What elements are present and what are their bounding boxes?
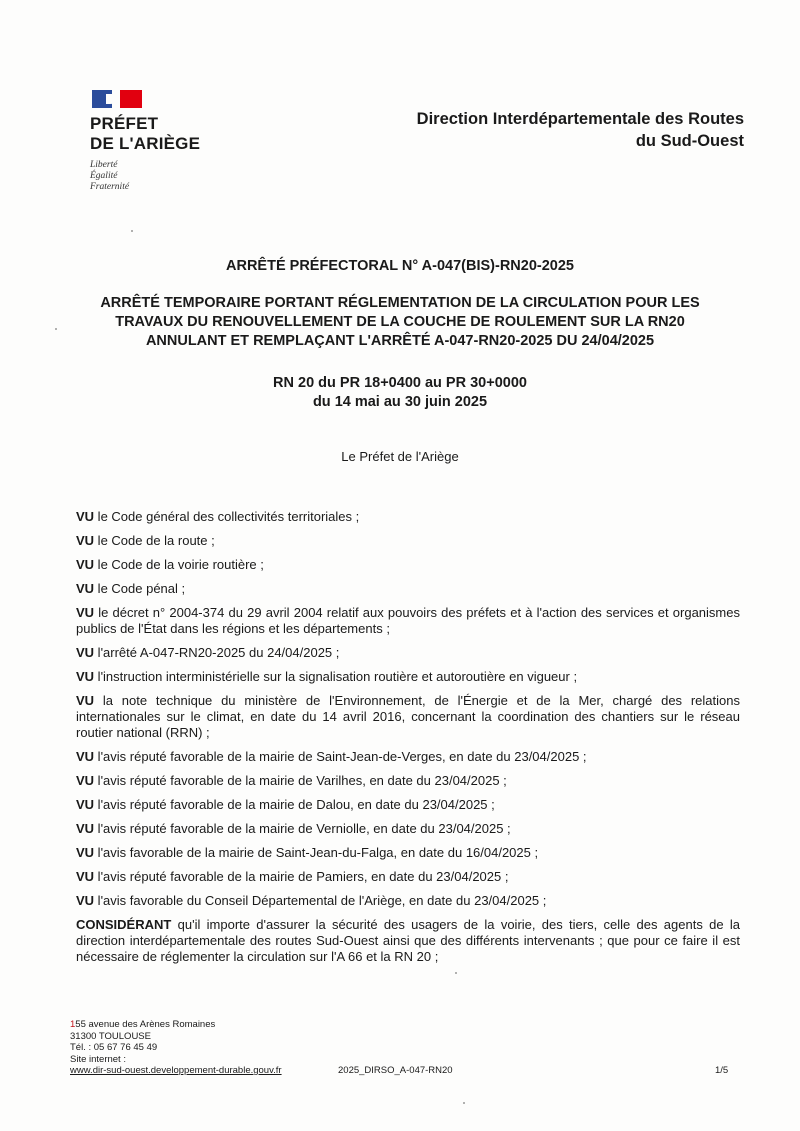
visa-paragraph: [76, 797, 740, 813]
visa-paragraph: [76, 509, 740, 525]
visa-keyword: VU: [76, 645, 95, 660]
direction-name: [324, 108, 744, 152]
address-line: [70, 1019, 282, 1031]
prefet-line1: PRÉFET: [90, 114, 159, 133]
visa-keyword: VU: [76, 693, 95, 708]
footer-address: [70, 1019, 282, 1077]
subject-line1: ARRÊTÉ TEMPORAIRE PORTANT RÉGLEMENTATION DE LA CIRCULATION POUR LES: [100, 295, 700, 311]
visa-text: l'avis réputé favorable de la mairie de Verniolle, en date du 23/04/2025 ;: [94, 821, 511, 836]
visa-text: la note technique du ministère de l'Environnement, de l'Énergie et de la Mer, chargé des relations internationales sur le climat, en date du 14 avril 2016, concernant la coordination des chantiers sur le réseau routier national (RRN) ;: [76, 693, 740, 740]
address-phone: Tél. : 05 67 76 45 49: [70, 1042, 158, 1053]
site-link[interactable]: www.dir-sud-ouest.developpement-durable.gouv.fr: [70, 1065, 282, 1076]
visa-text: le décret n° 2004-374 du 29 avril 2004 relatif aux pouvoirs des préfets et à l'action des services et organismes publics de l'État dans les régions et les départements ;: [76, 605, 740, 636]
visa-text: qu'il importe d'assurer la sécurité des usagers de la voirie, des tiers, celle des agents de la direction interdépartementale des routes Sud-Ouest ainsi que des différents intervenants ; que pour ce faire il est nécessaire de réglementer la circulation sur l'A 66 et la RN 20 ;: [76, 917, 740, 964]
visa-paragraph: [76, 557, 740, 573]
visa-keyword: VU: [76, 509, 95, 524]
visa-keyword: VU: [76, 669, 95, 684]
scan-speck: [463, 1102, 465, 1104]
visa-keyword: VU: [76, 581, 95, 596]
arrete-number: ARRÊTÉ PRÉFECTORAL N° A-047(BIS)-RN20-2025: [226, 258, 574, 274]
visa-text: le Code pénal ;: [94, 581, 186, 596]
visa-keyword: VU: [76, 749, 95, 764]
document-reference: 2025_DIRSO_A-047-RN20: [338, 1065, 453, 1076]
visa-keyword: VU: [76, 773, 95, 788]
visa-paragraph: [76, 821, 740, 837]
visa-keyword: VU: [76, 869, 95, 884]
visas-list: [76, 509, 740, 973]
visa-paragraph: [76, 533, 740, 549]
visa-keyword: CONSIDÉRANT: [76, 917, 172, 932]
period-line: du 14 mai au 30 juin 2025: [312, 394, 488, 410]
visa-text: l'avis réputé favorable de la mairie de Dalou, en date du 23/04/2025 ;: [94, 797, 495, 812]
page-number: 1/5: [715, 1065, 729, 1076]
visa-text: le Code de la voirie routière ;: [94, 557, 264, 572]
visa-paragraph: [76, 749, 740, 765]
visa-paragraph: [76, 645, 740, 661]
visa-text: l'avis favorable de la mairie de Saint-Jean-du-Falga, en date du 16/04/2025 ;: [94, 845, 539, 860]
arrete-scope: [60, 374, 740, 412]
visa-paragraph: [76, 693, 740, 741]
visa-keyword: VU: [76, 797, 95, 812]
visa-paragraph: [76, 605, 740, 637]
visa-paragraph: [76, 845, 740, 861]
scan-speck: [55, 328, 57, 330]
visa-paragraph: [76, 669, 740, 685]
visa-keyword: VU: [76, 557, 95, 572]
visa-keyword: VU: [76, 821, 95, 836]
address-rest: 55 avenue des Arènes Romaines: [75, 1019, 216, 1030]
prefet-name: [90, 114, 250, 154]
scan-speck: [131, 230, 133, 232]
devise: [90, 160, 250, 193]
visa-keyword: VU: [76, 893, 95, 908]
visa-keyword: VU: [76, 605, 95, 620]
arrete-subject: [60, 294, 740, 351]
visa-text: l'avis réputé favorable de la mairie de Pamiers, en date du 23/04/2025 ;: [94, 869, 509, 884]
prefet-line: Le Préfet de l'Ariège: [341, 449, 459, 464]
considerant-paragraph: [76, 917, 740, 965]
visa-keyword: VU: [76, 533, 95, 548]
visa-text: l'arrêté A-047-RN20-2025 du 24/04/2025 ;: [94, 645, 340, 660]
visa-paragraph: [76, 581, 740, 597]
devise-egalite: Égalité: [90, 171, 118, 181]
subject-line3: ANNULANT ET REMPLAÇANT L'ARRÊTÉ A-047-RN20-2025 DU 24/04/2025: [145, 333, 655, 349]
visa-text: le Code de la route ;: [94, 533, 215, 548]
visa-paragraph: [76, 869, 740, 885]
visa-text: l'avis réputé favorable de la mairie de Varilhes, en date du 23/04/2025 ;: [94, 773, 507, 788]
devise-fraternite: Fraternité: [90, 182, 130, 192]
visa-text: l'instruction interministérielle sur la signalisation routière et autoroutière en vigueur ;: [94, 669, 578, 684]
devise-liberte: Liberté: [90, 160, 118, 170]
prefet-line2: DE L'ARIÈGE: [90, 134, 201, 153]
address-city: 31300 TOULOUSE: [70, 1030, 151, 1042]
site-label: Site internet :: [70, 1053, 126, 1065]
french-flag-icon: [92, 90, 142, 108]
visa-keyword: VU: [76, 845, 95, 860]
prefet-logo: [90, 90, 250, 193]
location-line: RN 20 du PR 18+0400 au PR 30+0000: [273, 375, 527, 391]
visa-paragraph: [76, 773, 740, 789]
direction-line1: Direction Interdépartementale des Routes: [416, 110, 744, 128]
direction-line2: du Sud-Ouest: [635, 132, 744, 150]
visa-text: l'avis réputé favorable de la mairie de Saint-Jean-de-Verges, en date du 23/04/2025 ;: [94, 749, 587, 764]
subject-line2: TRAVAUX DU RENOUVELLEMENT DE LA COUCHE DE ROULEMENT SUR LA RN20: [115, 314, 685, 330]
address-number-red: 1: [70, 1019, 76, 1030]
scan-speck: [455, 972, 457, 974]
visa-text: l'avis favorable du Conseil Départemental de l'Ariège, en date du 23/04/2025 ;: [94, 893, 547, 908]
visa-paragraph: [76, 893, 740, 909]
visa-text: le Code général des collectivités territoriales ;: [94, 509, 360, 524]
